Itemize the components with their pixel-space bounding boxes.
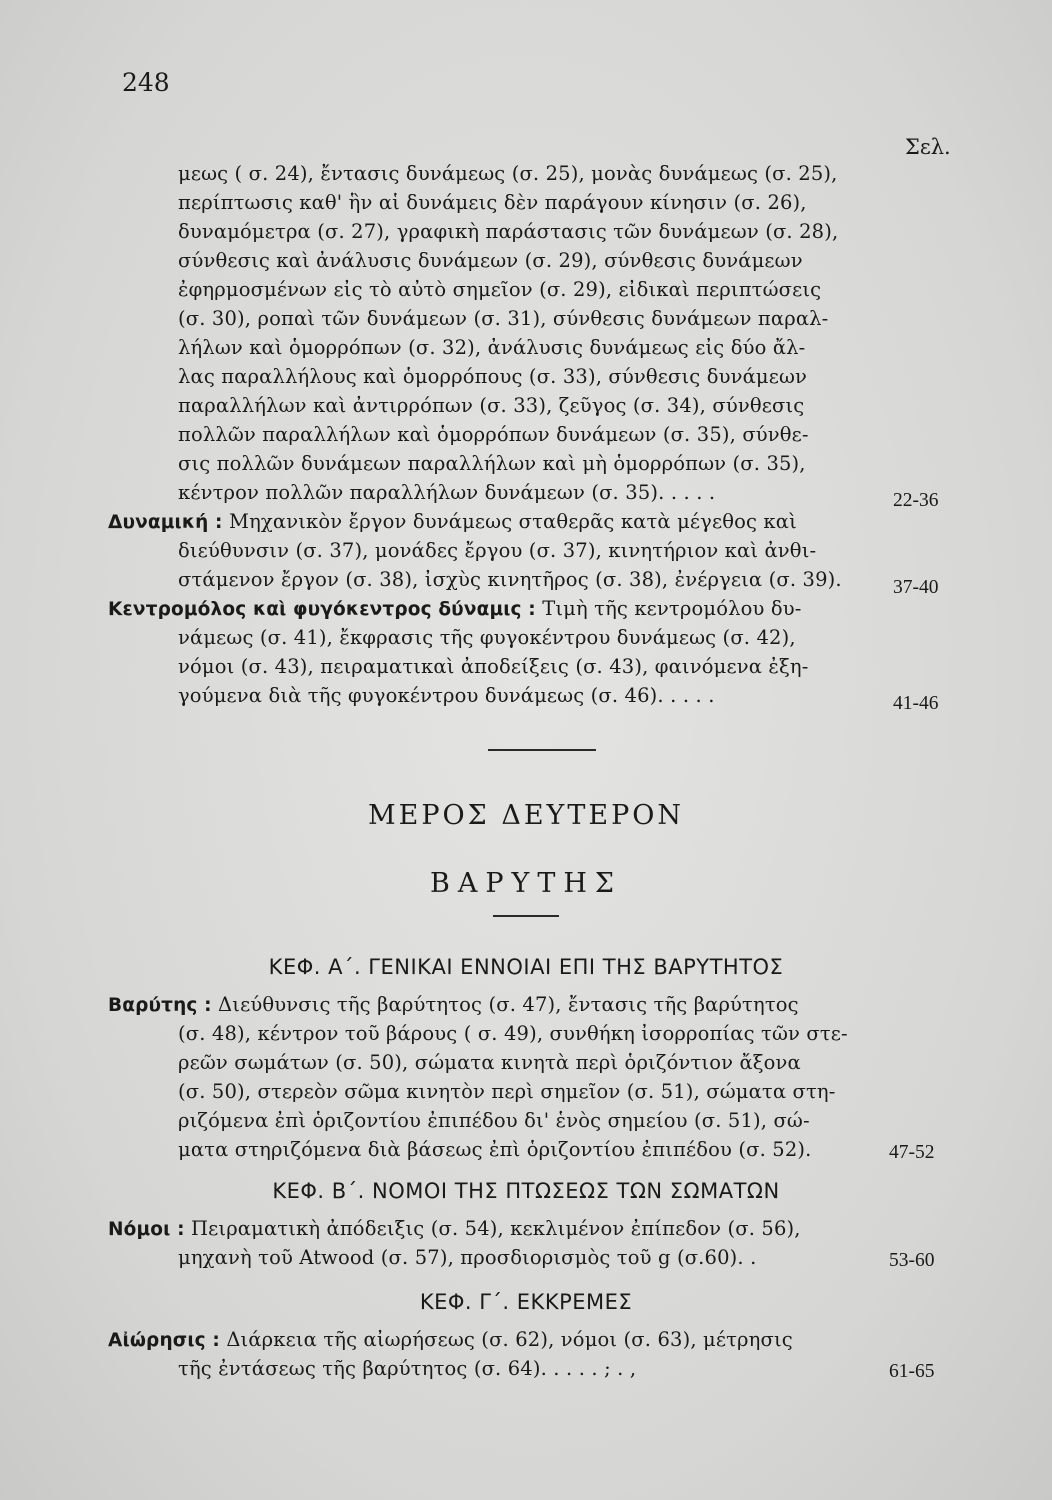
toc-line: παραλλήλων καὶ ἀντιρρόπων (σ. 33), ζεῦγος (σ. 34), σύνθεσις [178, 394, 805, 417]
toc-line: Διεύθυνσις τῆς βαρύτητος (σ. 47), ἔντασις τῆς βαρύτητος [218, 993, 799, 1016]
toc-line: νάμεως (σ. 41), ἔκφρασις τῆς φυγοκέντρου δυνάμεως (σ. 42), [178, 626, 796, 649]
toc-line: (σ. 48), κέντρον τοῦ βάρους ( σ. 49), συνθήκη ἰσορροπίας τῶν στε- [178, 1022, 848, 1045]
toc-term: Βαρύτης : [108, 995, 212, 1016]
toc-line: (σ. 30), ροπαὶ τῶν δυνάμεων (σ. 31), σύνθεσις δυνάμεων παραλ- [178, 307, 829, 330]
toc-line: κέντρον πολλῶν παραλλήλων δυνάμεων (σ. 35). . . . . [178, 481, 716, 504]
toc-line: λήλων καὶ ὁμορρόπων (σ. 32), ἀνάλυσις δυνάμεως εἰς δύο ἄλ- [178, 336, 806, 359]
toc-line: στάμενον ἔργον (σ. 38), ἰσχὺς κινητῆρος (σ. 38), ἐνέργεια (σ. 39). [178, 568, 842, 591]
toc-line: περίπτωσις καθ' ἣν αἱ δυνάμεις δὲν παράγουν κίνησιν (σ. 26), [178, 191, 807, 214]
toc-term: Αἰώρησις : [108, 1330, 220, 1351]
toc-line: λας παραλλήλους καὶ ὁμορρόπους (σ. 33), σύνθεσις δυνάμεων [178, 365, 808, 388]
toc-line: σις πολλῶν δυνάμεων παραλλήλων καὶ μὴ ὁμορρόπων (σ. 35), [178, 452, 806, 475]
toc-line: Πειραματικὴ ἀπόδειξις (σ. 54), κεκλιμένον ἐπίπεδον (σ. 56), [190, 1217, 801, 1240]
toc-page-range: 22-36 [893, 490, 939, 511]
chapter-c-title: ΚΕΦ. Γ΄. ΕΚΚΡΕΜΕΣ [419, 1290, 633, 1314]
toc-line: Τιμὴ τῆς κεντρομόλου δυ- [542, 597, 802, 620]
toc-line: δυναμόμετρα (σ. 27), γραφικὴ παράστασις τῶν δυνάμεων (σ. 28), [178, 220, 839, 243]
toc-line: μηχανὴ τοῦ Atwood (σ. 57), προσδιορισμὸς τοῦ g (σ.60). . [178, 1246, 757, 1269]
page-column-label: Σελ. [905, 135, 951, 159]
toc-line: Διάρκεια τῆς αἰωρήσεως (σ. 62), νόμοι (σ. 63), μέτρησις [226, 1328, 793, 1351]
toc-page-range: 53-60 [889, 1250, 935, 1271]
toc-page-range: 37-40 [893, 577, 939, 598]
toc-page-range: 47-52 [889, 1142, 935, 1163]
toc-entry-aiorisis [108, 1325, 793, 1355]
part-subtitle: ΒΑΡΥΤΗΣ [430, 868, 622, 899]
title-divider [493, 915, 559, 917]
toc-line: ριζόμενα ἐπὶ ὁριζοντίου ἐπιπέδου δι' ἑνὸς σημείου (σ. 51), σώ- [178, 1109, 810, 1132]
toc-line: ἐφηρμοσμένων εἰς τὸ αὐτὸ σημεῖον (σ. 29), εἰδικαὶ περιπτώσεις [178, 278, 822, 301]
toc-entry-nomoi [108, 1214, 801, 1244]
toc-line: νόμοι (σ. 43), πειραματικαὶ ἀποδείξεις (σ. 43), φαινόμενα ἐξη- [178, 655, 809, 678]
toc-line: διεύθυνσιν (σ. 37), μονάδες ἔργου (σ. 37), κινητήριον καὶ ἀνθι- [178, 539, 817, 562]
toc-line: γούμενα διὰ τῆς φυγοκέντρου δυνάμεως (σ. 46). . . . . [178, 684, 715, 707]
toc-line: τῆς ἐντάσεως τῆς βαρύτητος (σ. 64). . . . . ; . , [178, 1357, 637, 1380]
page-number: 248 [122, 68, 170, 97]
toc-entry-kentromolos [108, 594, 801, 624]
toc-term: Κεντρομόλος καὶ φυγόκεντρος δύναμις : [108, 599, 536, 620]
toc-page-range: 61-65 [889, 1361, 935, 1382]
toc-entry-varytis [108, 990, 799, 1020]
toc-page-range: 41-46 [893, 693, 939, 714]
toc-line: μεως ( σ. 24), ἔντασις δυνάμεως (σ. 25), μονὰς δυνάμεως (σ. 25), [178, 162, 838, 185]
toc-term: Νόμοι : [108, 1219, 185, 1240]
toc-line: Μηχανικὸν ἔργον δυνάμεως σταθερᾶς κατὰ μέγεθος καὶ [228, 510, 797, 533]
toc-entry-dynamiki [108, 507, 797, 537]
section-divider [488, 749, 596, 751]
chapter-a-title: ΚΕΦ. Α΄. ΓΕΝΙΚΑΙ ΕΝΝΟΙΑΙ ΕΠΙ ΤΗΣ ΒΑΡΥΤΗΤΟΣ [268, 955, 784, 979]
toc-term: Δυναμική : [108, 512, 223, 533]
toc-line: (σ. 50), στερεὸν σῶμα κινητὸν περὶ σημεῖον (σ. 51), σώματα στη- [178, 1080, 836, 1103]
toc-line: ματα στηριζόμενα διὰ βάσεως ἐπὶ ὁριζοντίου ἐπιπέδου (σ. 52). [178, 1138, 812, 1161]
toc-line: πολλῶν παραλλήλων καὶ ὁμορρόπων δυνάμεων (σ. 35), σύνθε- [178, 423, 809, 446]
toc-line: ρεῶν σωμάτων (σ. 50), σώματα κινητὰ περὶ ὁριζόντιον ἄξονα [178, 1051, 801, 1074]
chapter-b-title: ΚΕΦ. Β΄. ΝΟΜΟΙ ΤΗΣ ΠΤΩΣΕΩΣ ΤΩΝ ΣΩΜΑΤΩΝ [272, 1179, 780, 1203]
toc-line: σύνθεσις καὶ ἀνάλυσις δυνάμεων (σ. 29), σύνθεσις δυνάμεων [178, 249, 803, 272]
part-title: ΜΕΡΟΣ ΔΕΥΤΕΡΟΝ [367, 800, 684, 831]
